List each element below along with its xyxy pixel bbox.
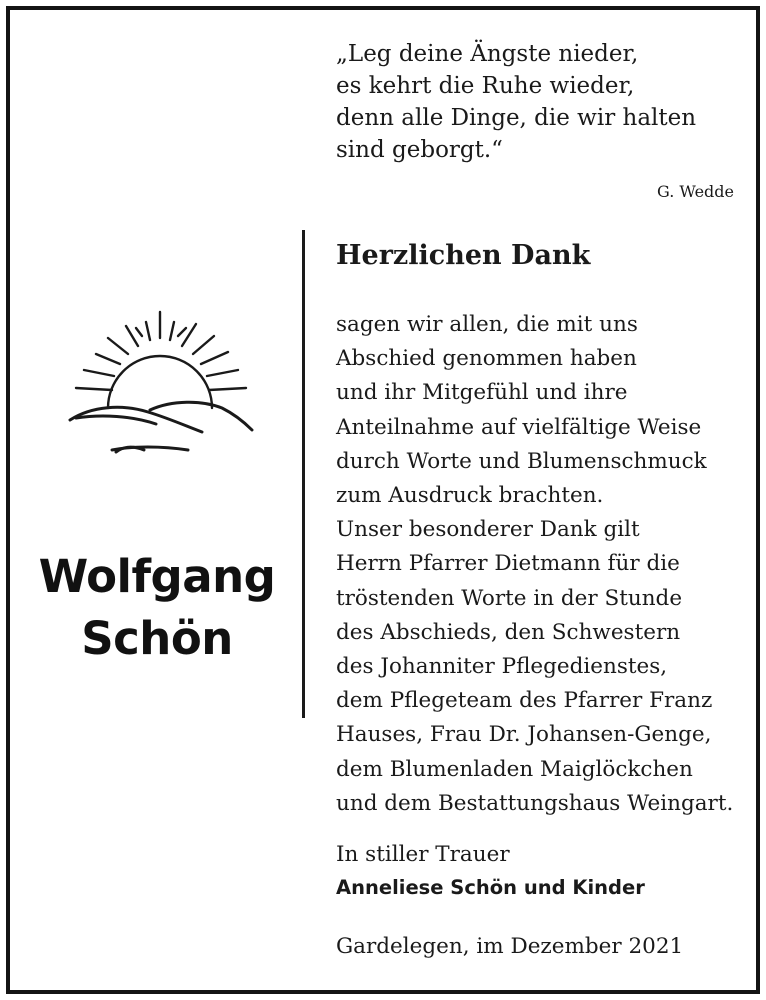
body-line: Anteilnahme auf vielfältige Weise [336, 414, 702, 440]
body-line: dem Blumenladen Maiglöckchen [336, 756, 693, 782]
body-line: des Johanniter Pflegedienstes, [336, 654, 668, 680]
quote-line: „Leg deine Ängste nieder, [336, 41, 639, 67]
deceased-name [32, 546, 282, 670]
body-line: Abschied genommen haben [336, 346, 637, 372]
body-line: tröstenden Worte in der Stunde [336, 585, 683, 611]
body-line: und dem Bestattungshaus Weingart. [336, 790, 734, 816]
body-line: Unser besonderer Dank gilt [336, 517, 640, 543]
thanks-body [336, 308, 756, 821]
body-line: Herrn Pfarrer Dietmann für die [336, 551, 680, 577]
body-line: und ihr Mitgefühl und ihre [336, 380, 628, 406]
quote-line: es kehrt die Ruhe wieder, [336, 73, 635, 99]
obituary-frame [6, 6, 760, 994]
vertical-divider [302, 230, 305, 718]
thanks-heading: Herzlichen Dank [336, 240, 591, 271]
body-line: sagen wir allen, die mit uns [336, 312, 638, 337]
sunset-over-hills-icon [62, 300, 254, 460]
body-line: Hauses, Frau Dr. Johansen-Genge, [336, 722, 712, 748]
quote-line: sind geborgt.“ [336, 137, 503, 163]
first-name: Wolfgang [38, 550, 276, 603]
body-line: dem Pflegeteam des Pfarrer Franz [336, 688, 713, 714]
last-name: Schön [81, 612, 233, 665]
mourning-label: In stiller Trauer [336, 842, 510, 867]
quote-line: denn alle Dinge, die wir halten [336, 105, 697, 131]
family-signature: Anneliese Schön und Kinder [336, 876, 645, 899]
place-date: Gardelegen, im Dezember 2021 [336, 934, 684, 959]
body-line: zum Ausdruck brachten. [336, 483, 604, 509]
quote-author: G. Wedde [657, 182, 734, 201]
body-line: durch Worte und Blumenschmuck [336, 448, 707, 474]
quote [336, 38, 736, 166]
body-line: des Abschieds, den Schwestern [336, 619, 681, 645]
